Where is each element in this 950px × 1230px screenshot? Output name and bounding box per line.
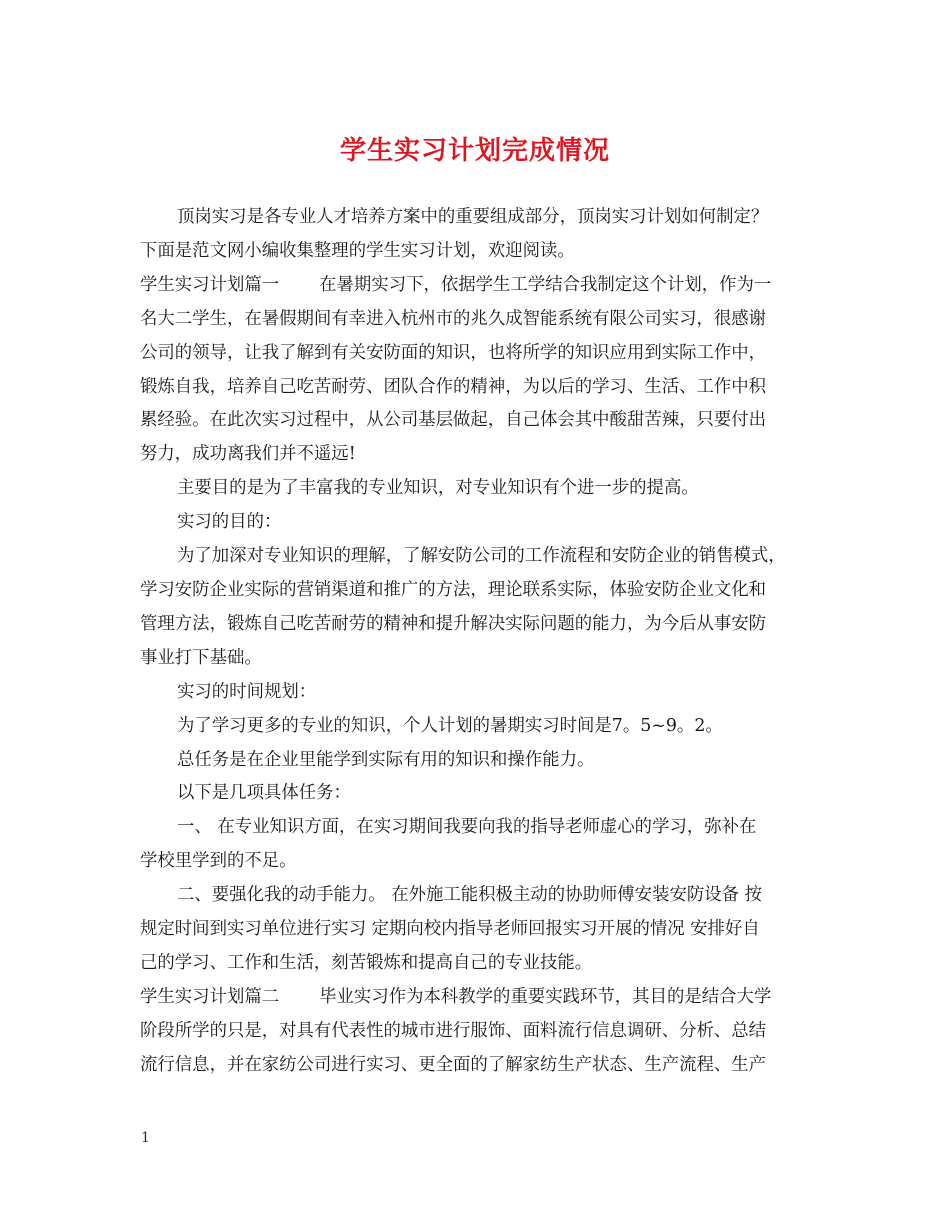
paragraph-line: 为了加深对专业知识的理解，了解安防公司的工作流程和安防企业的销售模式， [177, 546, 786, 567]
paragraph-line: 流行信息，并在家纺公司进行实习、更全面的了解家纺生产状态、生产流程、生产 [140, 1054, 767, 1075]
paragraph-line: 锻炼自我，培养自己吃苦耐劳、团队合作的精神，为以后的学习、生活、工作中积 [140, 376, 767, 397]
paragraph-line: 阶段所学的只是，对具有代表性的城市进行服饰、面料流行信息调研、分析、总结 [140, 1020, 767, 1041]
section-heading: 学生实习计划篇二 [140, 986, 280, 1007]
paragraph-line: 总任务是在企业里能学到实际有用的知识和操作能力。 [177, 749, 595, 770]
paragraph-line: 事业打下基础。 [140, 647, 262, 668]
paragraph-line: 管理方法，锻炼自己吃苦耐劳的精神和提升解决实际问题的能力，为今后从事安防 [140, 613, 767, 634]
paragraph-line: 以下是几项具体任务： [177, 783, 351, 804]
paragraph-line [140, 269, 820, 303]
paragraph-line: 二、要强化我的动手能力。 在外施工能积极主动的协助师傅安装安防设备 按 [177, 885, 762, 906]
paragraph-line: 为了学习更多的专业的知识，个人计划的暑期实习时间是7。5~9。2。 [177, 715, 723, 736]
paragraph-line: 顶岗实习是各专业人才培养方案中的重要组成部分，顶岗实习计划如何制定？ [177, 207, 769, 227]
section-text: 在暑期实习下，依据学生工学结合我制定这个计划，作为一 [319, 274, 772, 295]
document-body [140, 201, 820, 1083]
paragraph-line: 公司的领导，让我了解到有关安防面的知识，也将所学的知识应用到实际工作中， [140, 342, 767, 363]
paragraph-line: 学习安防企业实际的营销渠道和推广的方法，理论联系实际，体验安防企业文化和 [140, 579, 767, 600]
paragraph-line: 实习的目的： [177, 512, 282, 533]
paragraph-line: 一、 在专业知识方面，在实习期间我要向我的指导老师虚心的学习，弥补在 [177, 817, 757, 838]
paragraph-line: 下面是范文网小编收集整理的学生实习计划，欢迎阅读。 [140, 240, 575, 261]
page-number: 1 [141, 1130, 150, 1146]
paragraph-line: 努力，成功离我们并不遥远! [140, 444, 356, 465]
paragraph-line: 累经验。在此次实习过程中，从公司基层做起，自己体会其中酸甜苦辣，只要付出 [140, 410, 767, 431]
document-title: 学生实习计划完成情况 [339, 136, 610, 166]
paragraph-line [140, 981, 820, 1015]
paragraph-line: 主要目的是为了丰富我的专业知识，对专业知识有个进一步的提高。 [177, 478, 699, 499]
paragraph-line: 己的学习、工作和生活，刻苦锻炼和提高自己的专业技能。 [140, 952, 593, 973]
paragraph-line: 学校里学到的不足。 [140, 851, 297, 872]
paragraph-line: 实习的时间规划： [177, 681, 317, 702]
section-text: 毕业实习作为本科教学的重要实践环节，其目的是结合大学 [319, 986, 772, 1007]
section-heading: 学生实习计划篇一 [140, 274, 280, 295]
paragraph-line: 名大二学生，在暑假期间有幸进入杭州市的兆久成智能系统有限公司实习，很感谢 [140, 308, 767, 329]
paragraph-line: 规定时间到实习单位进行实习 定期向校内指导老师回报实习开展的情况 安排好自 [140, 919, 760, 940]
